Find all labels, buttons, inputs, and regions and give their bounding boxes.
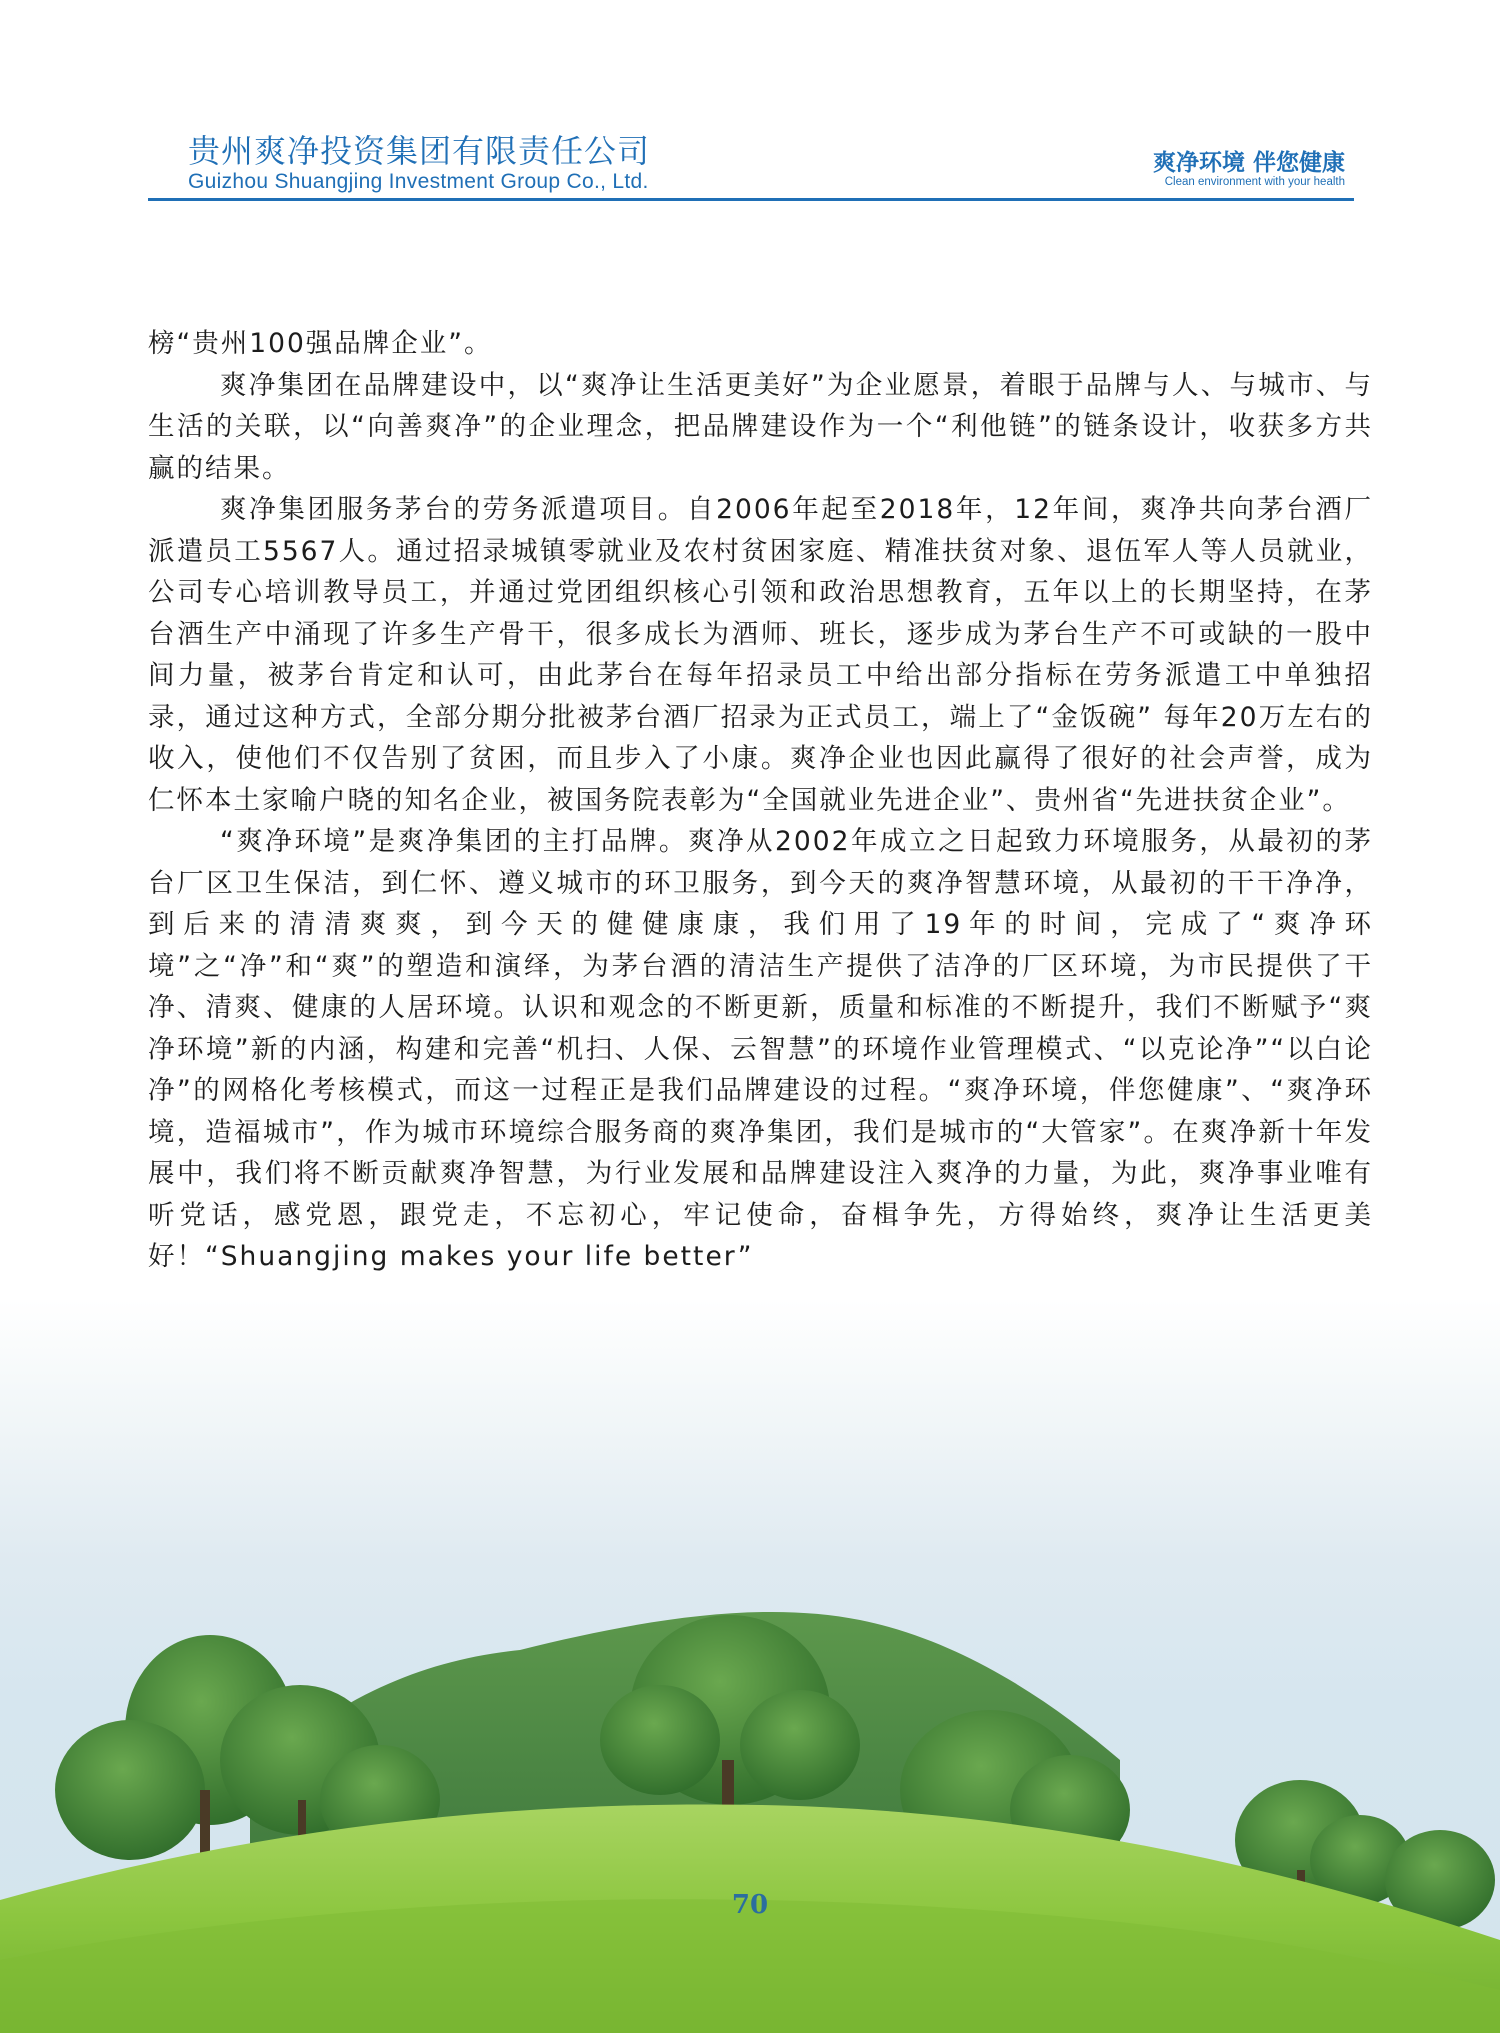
page-number: 70 — [731, 1890, 769, 1920]
article-body — [148, 323, 1373, 1278]
company-name-en: Guizhou Shuangjing Investment Group Co., Ltd. — [188, 170, 649, 193]
paragraph-1: 榜“贵州100强品牌企业”。 — [148, 328, 493, 359]
paragraph-4: “爽净环境”是爽净集团的主打品牌。爽净从2002年成立之日起致力环境服务，从最初的茅台厂区卫生保洁，到仁怀、遵义城市的环卫服务，到今天的爽净智慧环境，从最初的干干净净，到后来的清清爽爽，到今天的健健康康，我们用了19年的时间，完成了“爽净环境”之“净”和“爽”的塑造和演绎，为茅台酒的清洁生产提供了洁净的厂区环境，为市民提供了干净、清爽、健康的人居环境。认识和观念的不断更新，质量和标准的不断提升，我们不断赋予“爽净环境”新的内涵，构建和完善“机扫、人保、云智慧”的环境作业管理模式、“以克论净”“以白论净”的网格化考核模式，而这一过程正是我们品牌建设的过程。“爽净环境，伴您健康”、“爽净环境，造福城市”，作为城市环境综合服务商的爽净集团，我们是城市的“大管家”。在爽净新十年发展中，我们将不断贡献爽净智慧，为行业发展和品牌建设注入爽净的力量，为此，爽净事业唯有听党话，感党恩，跟党走，不忘初心，牢记使命，奋楫争先，方得始终，爽净让生活更美好！“Shuangjing makes your life better” — [148, 826, 1373, 1272]
paragraph-2: 爽净集团在品牌建设中，以“爽净让生活更美好”为企业愿景，着眼于品牌与人、与城市、与生活的关联，以“向善爽净”的企业理念，把品牌建设作为一个“利他链”的链条设计，收获多方共赢的结果。 — [148, 369, 1373, 484]
slogan-cn: 爽净环境 伴您健康 — [1152, 150, 1345, 176]
paragraph-3: 爽净集团服务茅台的劳务派遣项目。自2006年起至2018年，12年间，爽净共向茅台酒厂派遣员工5567人。通过招录城镇零就业及农村贫困家庭、精准扶贫对象、退伍军人等人员就业，公司专心培训教导员工，并通过党团组织核心引领和政治思想教育，五年以上的长期坚持，在茅台酒生产中涌现了许多生产骨干，很多成长为酒师、班长，逐步成为茅台生产不可或缺的一股中间力量，被茅台肯定和认可，由此茅台在每年招录员工中给出部分指标在劳务派遣工中单独招录，通过这种方式，全部分期分批被茅台酒厂招录为正式员工，端上了“金饭碗” 每年20万左右的收入，使他们不仅告别了贫困，而且步入了小康。爽净企业也因此赢得了很好的社会声誉，成为仁怀本土家喻户晓的知名企业，被国务院表彰为“全国就业先进企业”、贵州省“先进扶贫企业”。 — [148, 494, 1373, 816]
header-divider — [148, 198, 1354, 201]
company-name-cn: 贵州爽净投资集团有限责任公司 — [188, 132, 651, 170]
slogan-en: Clean environment with your health — [1164, 176, 1345, 188]
